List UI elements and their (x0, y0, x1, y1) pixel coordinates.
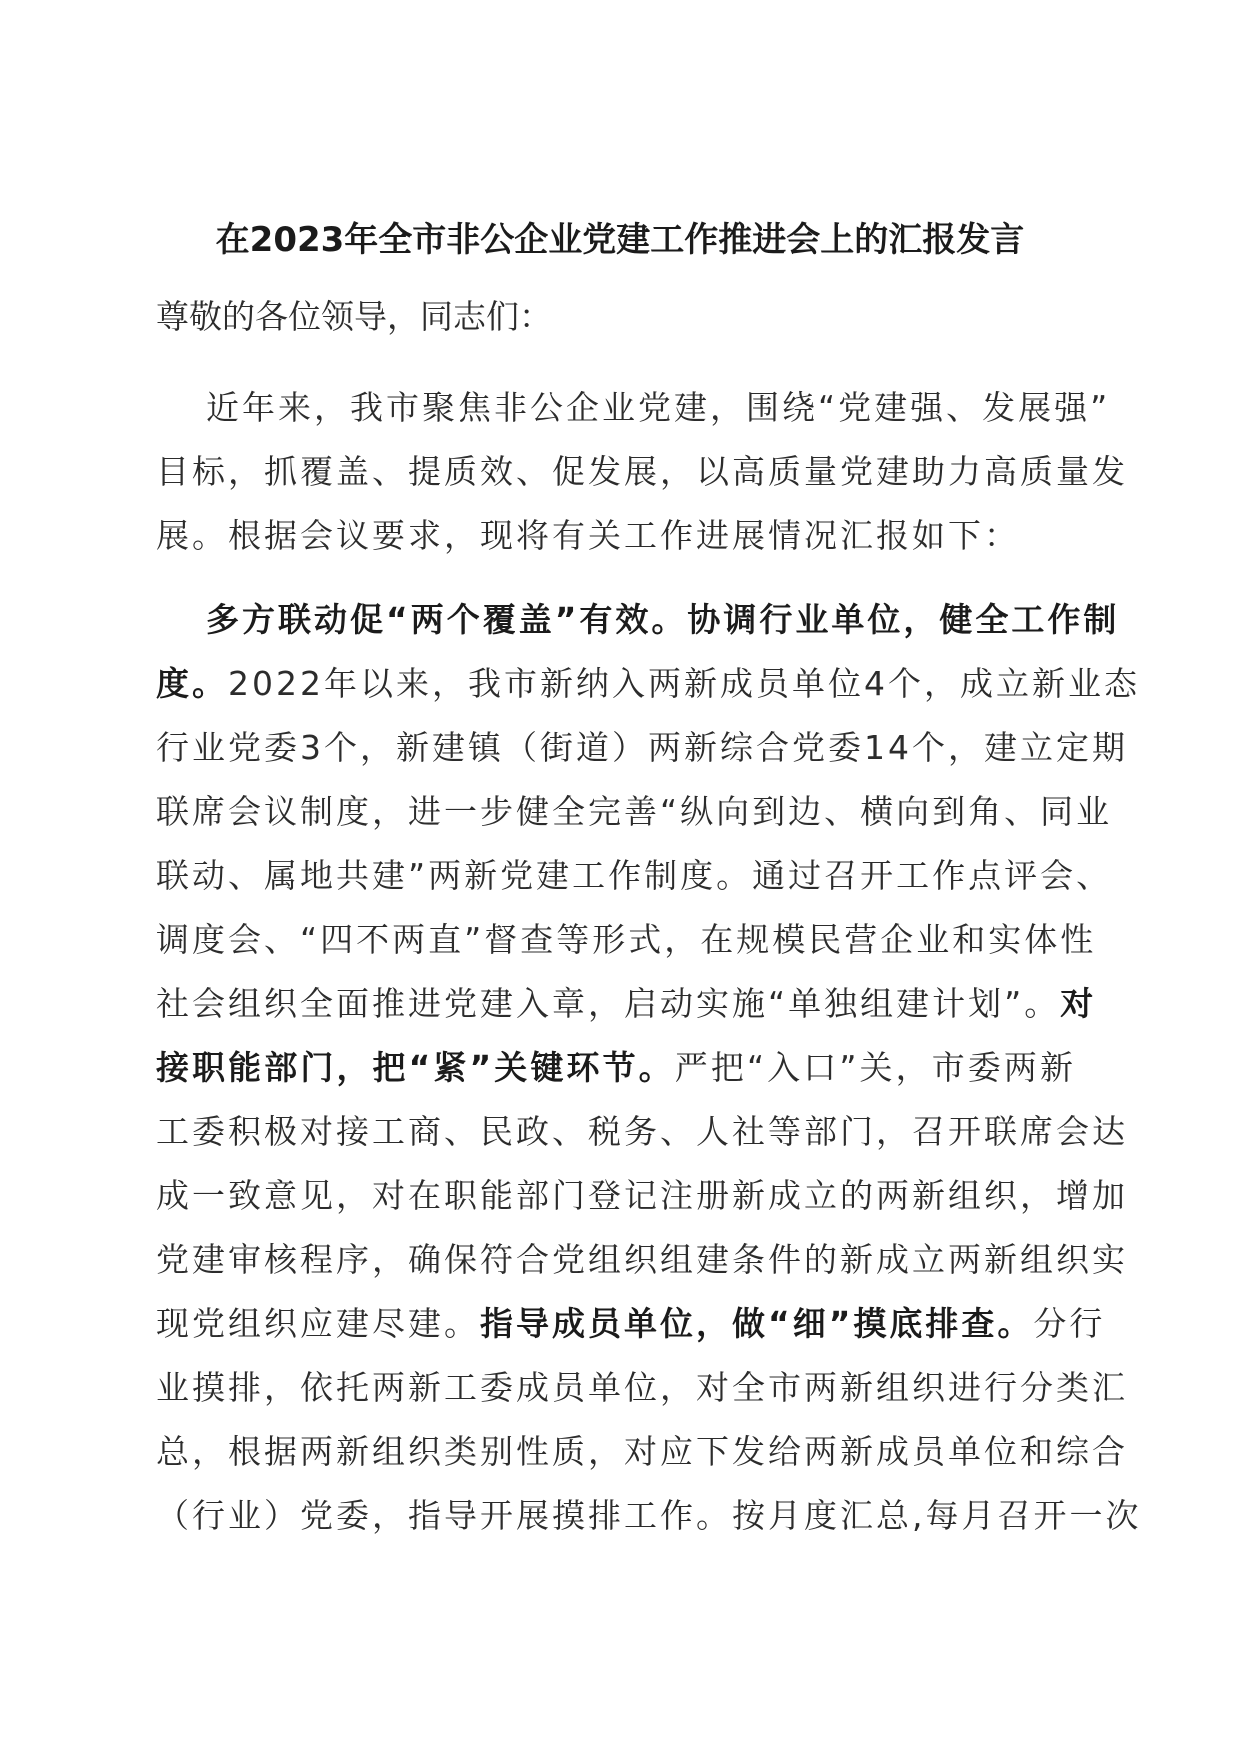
section-line (156, 1036, 1076, 1100)
section-line: （行业）党委，指导开展摸排工作。按月度汇总,每月召开一次 (156, 1496, 1142, 1535)
body-text: 2022年以来，我市新纳入两新成员单位4个，成立新业态 (228, 664, 1140, 703)
intro-line: 目标，抓覆盖、提质效、促发展，以高质量党建助力高质量发 (156, 452, 1128, 491)
body-text: 社会组织全面推进党建入章，启动实施“单独组建计划”。 (156, 984, 1061, 1023)
intro-paragraph (156, 376, 1128, 568)
section-line: 调度会、“四不两直”督查等形式，在规模民营企业和实体性 (156, 920, 1097, 959)
subheading-guidance: 指导成员单位，做“细”摸底排查。 (480, 1304, 1034, 1343)
section-line (156, 652, 1140, 716)
section-heading-coverage: 多方联动促“两个覆盖”有效。协调行业单位，健全工作制 (206, 600, 1120, 639)
intro-line: 展。根据会议要求，现将有关工作进展情况汇报如下： (156, 516, 1020, 555)
body-text: 分行 (1033, 1304, 1106, 1343)
section-paragraph (156, 588, 1142, 1548)
salutation: 尊敬的各位领导，同志们： (156, 297, 552, 336)
section-line: 党建审核程序，确保符合党组织组建条件的新成立两新组织实 (156, 1240, 1128, 1279)
body-text: 现党组织应建尽建。 (156, 1304, 480, 1343)
section-line: 联席会议制度，进一步健全完善“纵向到边、横向到角、同业 (156, 792, 1113, 831)
section-line: 业摸排，依托两新工委成员单位，对全市两新组织进行分类汇 (156, 1368, 1128, 1407)
document-title: 在2023年全市非公企业党建工作推进会上的汇报发言 (215, 220, 1025, 260)
section-line (156, 972, 1097, 1036)
section-line: 工委积极对接工商、民政、税务、人社等部门，召开联席会达 (156, 1112, 1128, 1151)
section-line: 行业党委3个，新建镇（街道）两新综合党委14个，建立定期 (156, 728, 1128, 767)
section-line: 总，根据两新组织类别性质，对应下发给两新成员单位和综合 (156, 1432, 1128, 1471)
section-line (156, 1292, 1106, 1356)
body-text: 严把“入口”关，市委两新 (674, 1048, 1076, 1087)
section-line: 成一致意见，对在职能部门登记注册新成立的两新组织，增加 (156, 1176, 1128, 1215)
subheading-departments: 接职能部门，把“紧”关键环节。 (156, 1048, 675, 1087)
intro-line: 近年来，我市聚焦非公企业党建，围绕“党建强、发展强” (206, 388, 1111, 427)
subheading-tail: 度。 (156, 664, 228, 703)
section-line: 联动、属地共建”两新党建工作制度。通过召开工作点评会、 (156, 856, 1113, 895)
subheading-start: 对 (1060, 984, 1097, 1023)
section-line (156, 588, 1120, 652)
